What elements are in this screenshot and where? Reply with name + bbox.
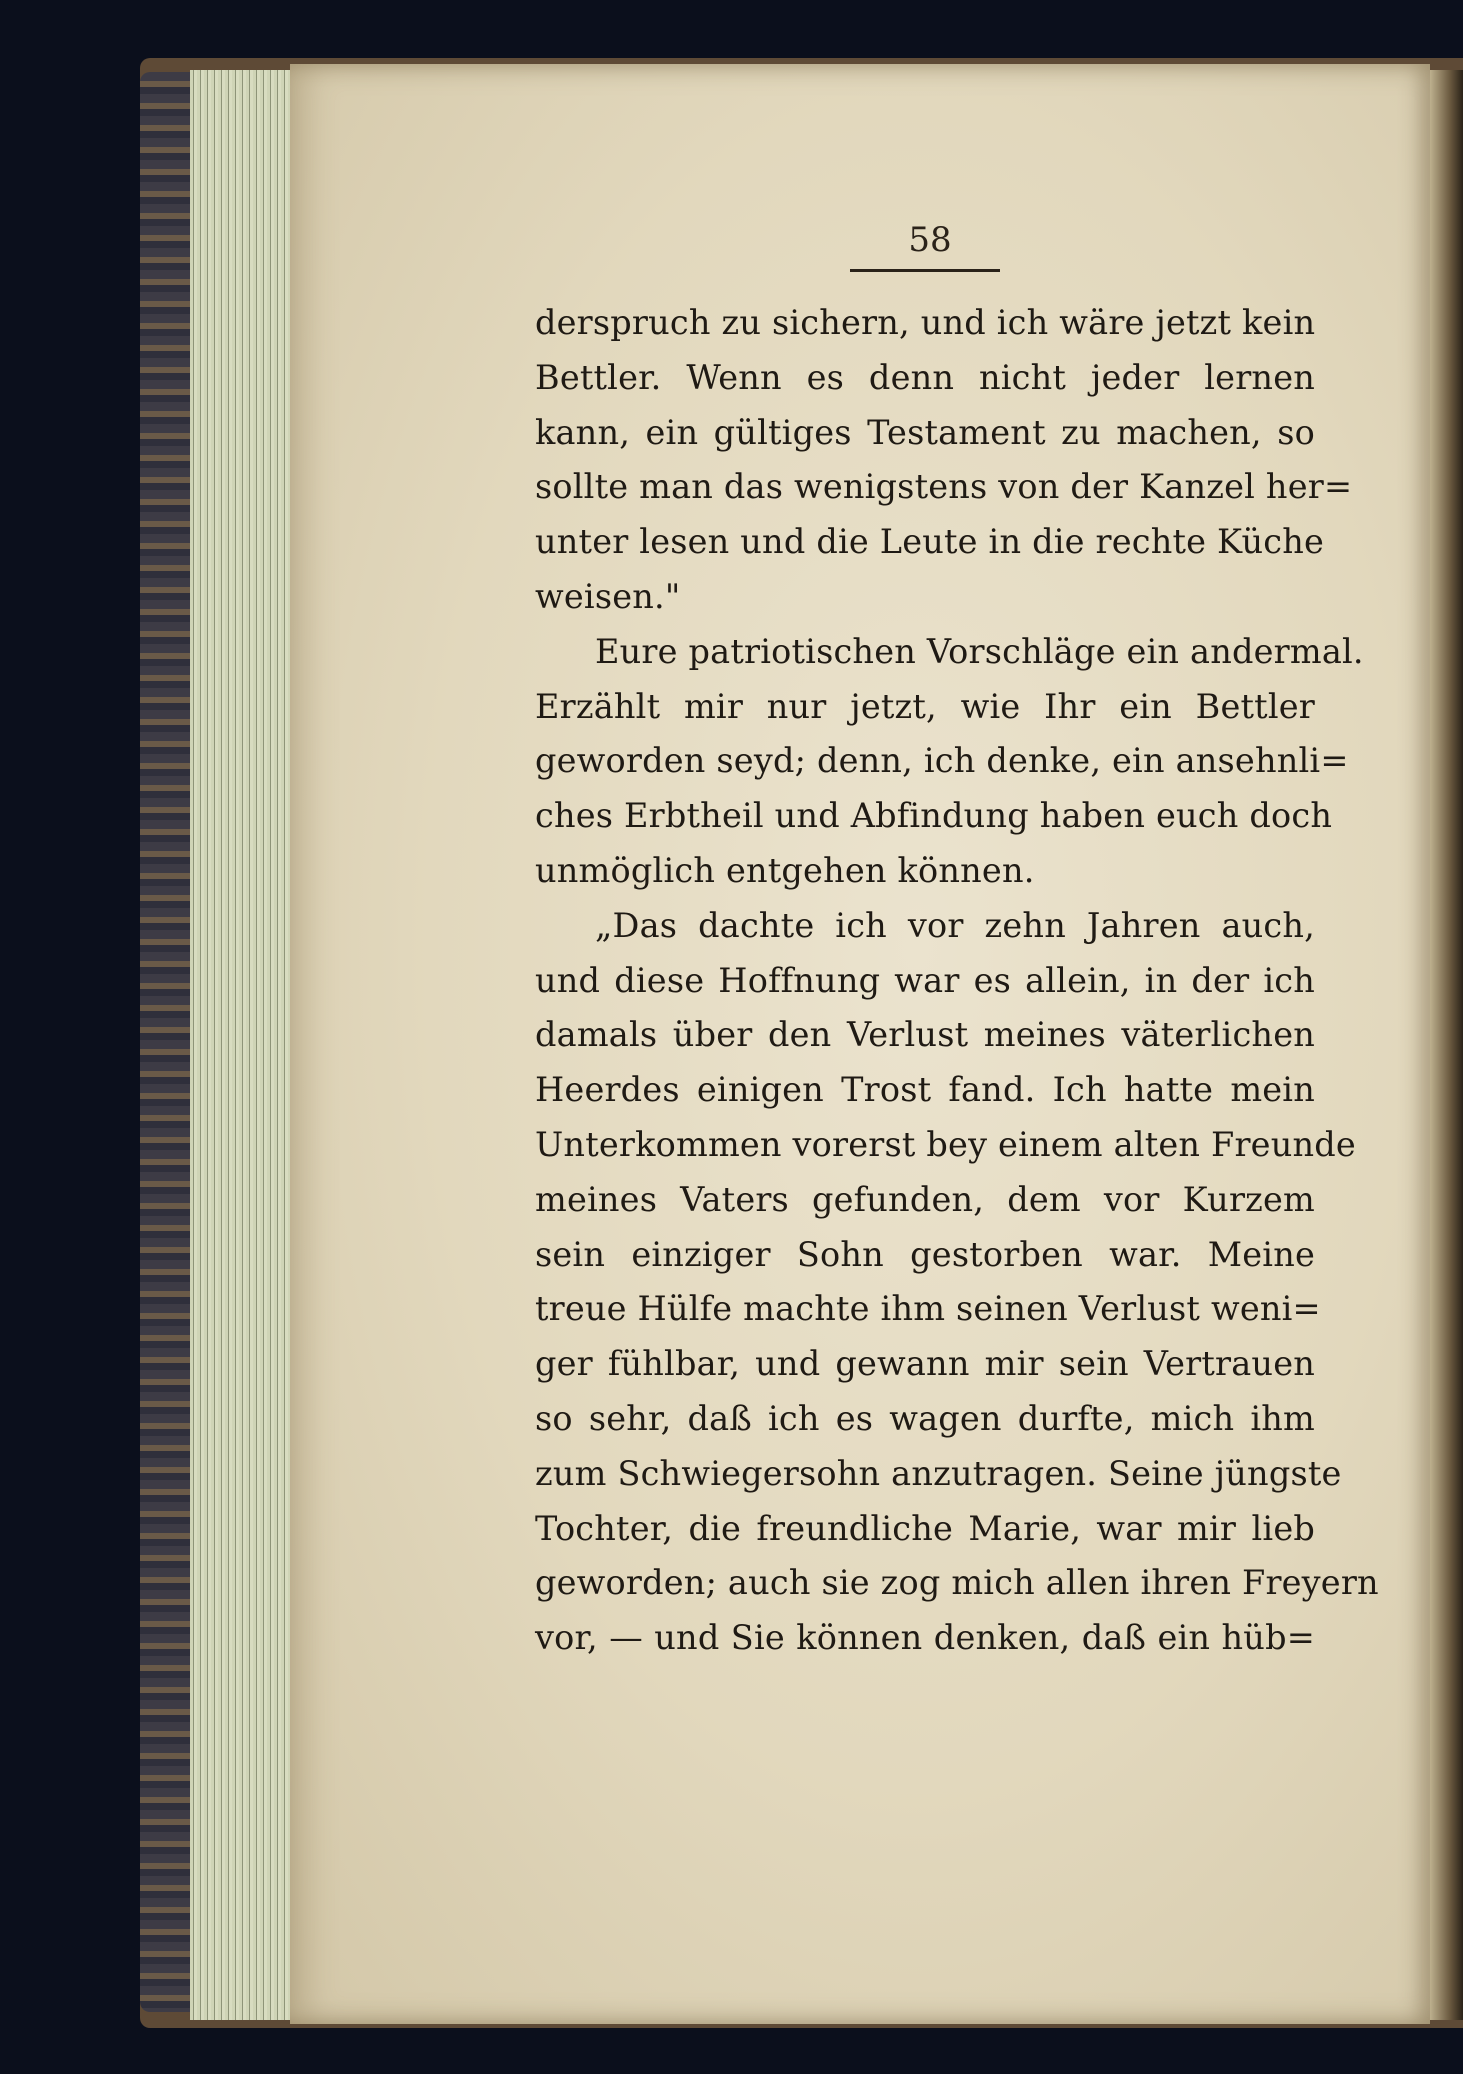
text-line: sollte man das wenigstens von der Kanzel her= [535,467,1353,507]
page-number: 58 [908,220,952,260]
text-line: geworden; auch sie zog mich allen ihren Freyern [535,1563,1379,1603]
text-line: vor, — und Sie können denken, daß ein hüb= [535,1618,1315,1658]
text-line: ger fühlbar, und gewann mir sein Vertrauen [535,1344,1315,1384]
page-stack-edge [190,70,290,2020]
body-text [535,296,1379,1666]
text-line: Eure patriotischen Vorschläge ein andermal. [595,631,1364,671]
text-line: Heerdes einigen Trost fand. Ich hatte mein [535,1070,1315,1110]
text-line: Tochter, die freundliche Marie, war mir lieb [535,1508,1315,1548]
text-line: zum Schwiegersohn anzutragen. Seine jüngste [535,1453,1342,1493]
text-line: ches Erbtheil und Abfindung haben euch doch [535,796,1333,836]
text-line: Erzählt mir nur jetzt, wie Ihr ein Bettler [535,686,1315,726]
page-number-rule [850,269,1000,272]
text-line: geworden seyd; denn, ich denke, ein ansehnli= [535,741,1349,781]
book-gutter [1430,70,1463,2020]
text-line: damals über den Verlust meines väterlichen [535,1015,1315,1055]
text-line: kann, ein gültiges Testament zu machen, so [535,412,1315,452]
text-line: sein einziger Sohn gestorben war. Meine [535,1234,1315,1274]
text-line: und diese Hoffnung war es allein, in der ich [535,960,1315,1000]
text-line: unmöglich entgehen können. [535,850,1035,890]
text-line: Unterkommen vorerst bey einem alten Freunde [535,1124,1356,1164]
text-line: weisen." [535,576,681,616]
text-line: „Das dachte ich vor zehn Jahren auch, [595,905,1315,945]
text-line: treue Hülfe machte ihm seinen Verlust weni= [535,1289,1321,1329]
text-line: meines Vaters gefunden, dem vor Kurzem [535,1179,1315,1219]
text-line: derspruch zu sichern, und ich wäre jetzt kein [535,303,1316,342]
text-line: Bettler. Wenn es denn nicht jeder lernen [535,357,1315,397]
text-line: unter lesen und die Leute in die rechte Küche [535,522,1325,562]
text-line: so sehr, daß ich es wagen durfte, mich ihm [535,1398,1315,1438]
